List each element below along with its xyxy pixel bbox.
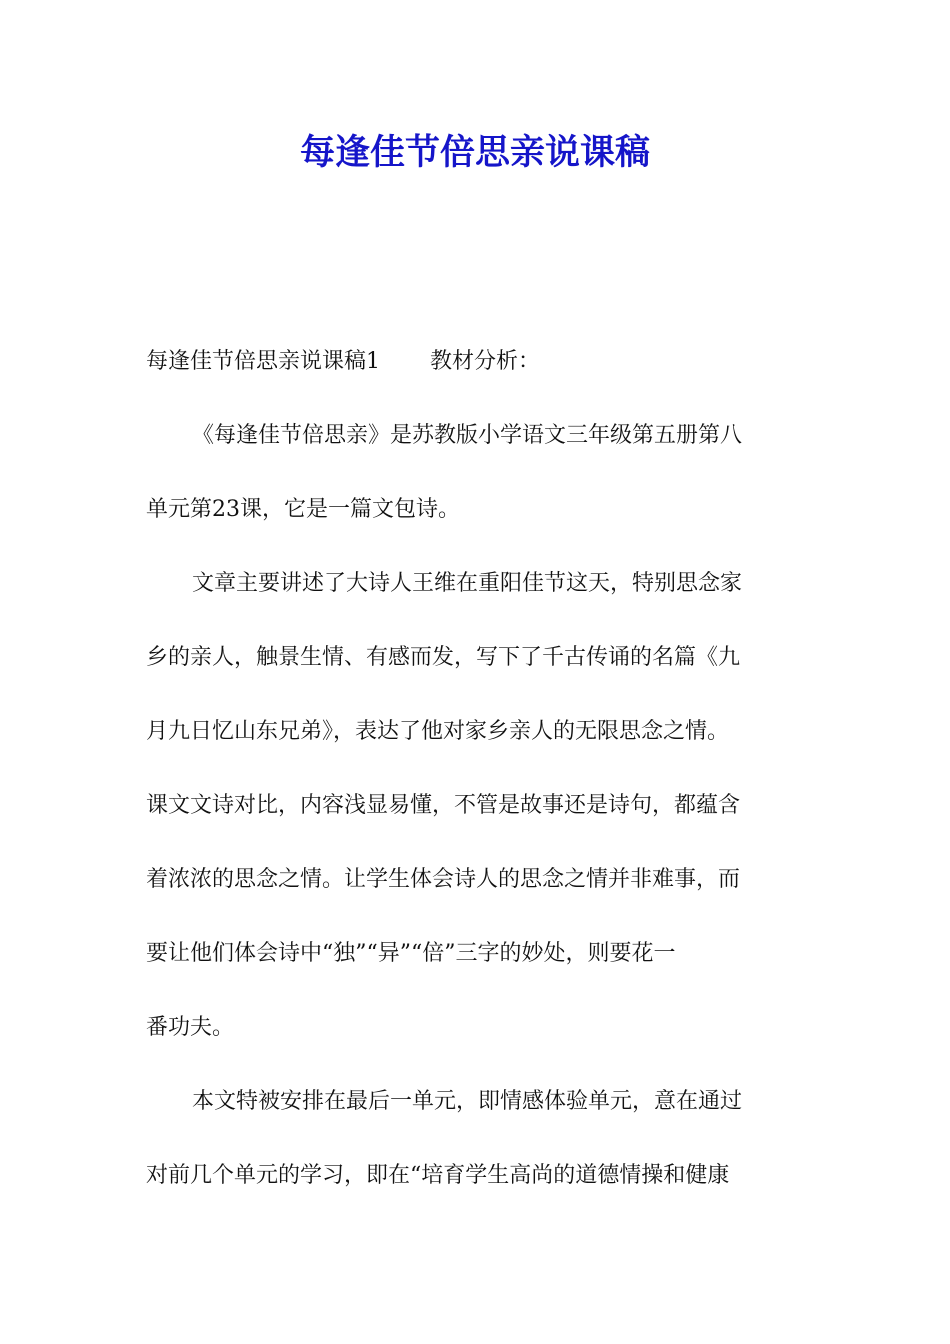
document-title: 每逢佳节倍思亲说课稿 bbox=[299, 133, 650, 173]
text-line: 单元第23课，它是一篇文包诗。 bbox=[146, 497, 460, 522]
text-line: 乡的亲人，触景生情、有感而发，写下了千古传诵的名篇《九 bbox=[146, 645, 741, 670]
heading-line bbox=[146, 325, 806, 399]
section-label: 教材分析： bbox=[430, 349, 541, 374]
text-line: 课文文诗对比，内容浅显易懂，不管是故事还是诗句，都蕴含 bbox=[146, 793, 741, 818]
text-line: 番功夫。 bbox=[146, 1015, 235, 1040]
text-line: 《每逢佳节倍思亲》是苏教版小学语文三年级第五册第八 bbox=[192, 423, 743, 448]
document-body bbox=[146, 399, 806, 1213]
text-line: 对前几个单元的学习，即在“培育学生高尚的道德情操和健康 bbox=[146, 1163, 730, 1188]
text-line: 文章主要讲述了大诗人王维在重阳佳节这天，特别思念家 bbox=[192, 571, 743, 596]
text-line: 月九日忆山东兄弟》，表达了他对家乡亲人的无限思念之情。 bbox=[146, 719, 730, 744]
text-line: 着浓浓的思念之情。让学生体会诗人的思念之情并非难事，而 bbox=[146, 867, 741, 892]
text-line: 要让他们体会诗中“独”“异”“倍”三字的妙处，则要花一 bbox=[146, 941, 676, 966]
lesson-label: 每逢佳节倍思亲说课稿1 bbox=[146, 349, 380, 374]
text-line: 本文特被安排在最后一单元，即情感体验单元，意在通过 bbox=[192, 1089, 743, 1114]
